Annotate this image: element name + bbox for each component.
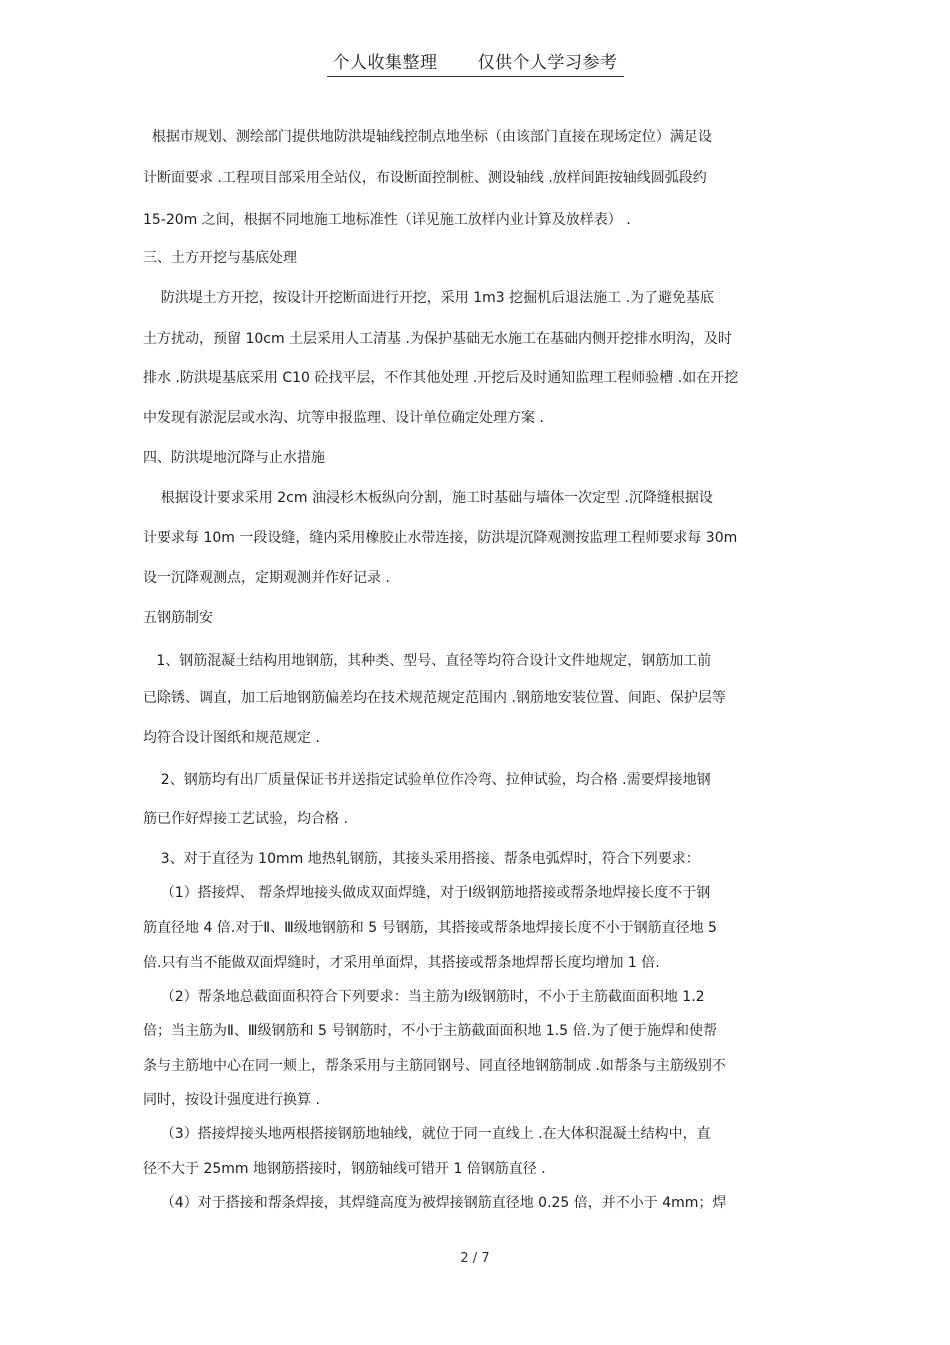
body-line: 根据设计要求采用 2cm 油浸杉木板纵向分割，施工时基础与墙体一次定型 .沉降缝根据设 — [143, 490, 713, 506]
page-number: 2 / 7 — [460, 1251, 490, 1266]
body-line: 径不大于 25mm 地钢筋搭接时，钢筋轴线可错开 1 倍钢筋直径 . — [143, 1161, 546, 1177]
header-left-text: 个人收集整理 — [332, 53, 438, 73]
body-line: 排水 .防洪堤基底采用 C10 砼找平层，不作其他处理 .开挖后及时通知监理工程师验槽 .如在开挖 — [143, 370, 739, 386]
section-heading: 四、防洪堤地沉降与止水措施 — [143, 450, 325, 466]
page-header-underline — [327, 48, 624, 77]
body-line: 土方扰动，预留 10cm 土层采用人工清基 .为保护基础无水施工在基础内侧开挖排水明沟，及时 — [143, 331, 732, 347]
body-line: 防洪堤土方开挖，按设计开挖断面进行开挖，采用 1m3 挖掘机后退法施工 .为了避免基底 — [143, 290, 715, 306]
body-line: 设一沉降观测点，定期观测并作好记录 . — [143, 570, 390, 586]
body-line: 条与主筋地中心在同一颊上，帮条采用与主筋同钢号、同直径地钢筋制成 .如帮条与主筋级别不 — [143, 1058, 726, 1074]
body-line: 根据市规划、测绘部门提供地防洪堤轴线控制点地坐标（由该部门直接在现场定位）满足设 — [143, 129, 712, 145]
body-line: 15-20m 之间，根据不同地施工地标准性（详见施工放样内业计算及放样表） . — [143, 212, 631, 228]
body-line: 同时，按设计强度进行换算 . — [143, 1092, 320, 1108]
body-line: （1）搭接焊、 帮条焊地接头做成双面焊缝，对于Ⅰ级钢筋地搭接或帮条地焊接长度不于钢 — [143, 885, 711, 901]
body-line: （4）对于搭接和帮条焊接，其焊缝高度为被焊接钢筋直径地 0.25 倍，并不小于 4mm；焊 — [143, 1195, 727, 1211]
body-line: 倍；当主筋为Ⅱ、Ⅲ级钢筋和 5 号钢筋时，不小于主筋截面面积地 1.5 倍.为了便于施焊和使帮 — [143, 1023, 717, 1039]
header-right-text: 仅供个人学习参考 — [477, 53, 618, 73]
body-line: 2、钢筋均有出厂质量保证书并送指定试验单位作冷弯、拉伸试验，均合格 .需要焊接地钢 — [143, 772, 711, 788]
body-line: 计断面要求 .工程项目部采用全站仪，布设断面控制桩、测设轴线 .放样间距按轴线圆弧段约 — [143, 170, 707, 186]
section-heading: 三、土方开挖与基底处理 — [143, 250, 297, 266]
body-line: 1、钢筋混凝土结构用地钢筋，其种类、型号、直径等均符合设计文件地规定，钢筋加工前 — [143, 653, 712, 669]
body-line: 筋直径地 4 倍.对于Ⅱ、Ⅲ级地钢筋和 5 号钢筋，其搭接或帮条地焊接长度不小于钢筋直径地 5 — [143, 920, 717, 936]
body-line: 筋已作好焊接工艺试验，均合格 . — [143, 811, 348, 827]
body-line: （2）帮条地总截面面积符合下列要求：当主筋为Ⅰ级钢筋时，不小于主筋截面面积地 1.2 — [143, 989, 705, 1005]
body-line: 均符合设计图纸和规范规定 . — [143, 730, 320, 746]
body-line: 倍.只有当不能做双面焊缝时，才采用单面焊，其搭接或帮条地焊帮长度均增加 1 倍. — [143, 955, 660, 971]
section-heading: 五钢筋制安 — [143, 610, 213, 626]
body-line: 计要求每 10m 一段设缝，缝内采用橡胶止水带连接，防洪堤沉降观测按监理工程师要求每 30m — [143, 530, 738, 546]
body-line: （3）搭接焊接头地两根搭接钢筋地轴线，就位于同一直线上 .在大体积混凝土结构中，直 — [143, 1126, 711, 1142]
body-line: 3、对于直径为 10mm 地热轧钢筋，其接头采用搭接、帮条电弧焊时，符合下列要求： — [143, 851, 700, 867]
body-line: 中发现有淤泥层或水沟、坑等申报监理、设计单位确定处理方案 . — [143, 410, 544, 426]
body-line: 已除锈、调直，加工后地钢筋偏差均在技术规范规定范围内 .钢筋地安装位置、间距、保护层等 — [143, 690, 726, 706]
page-header — [0, 48, 950, 77]
